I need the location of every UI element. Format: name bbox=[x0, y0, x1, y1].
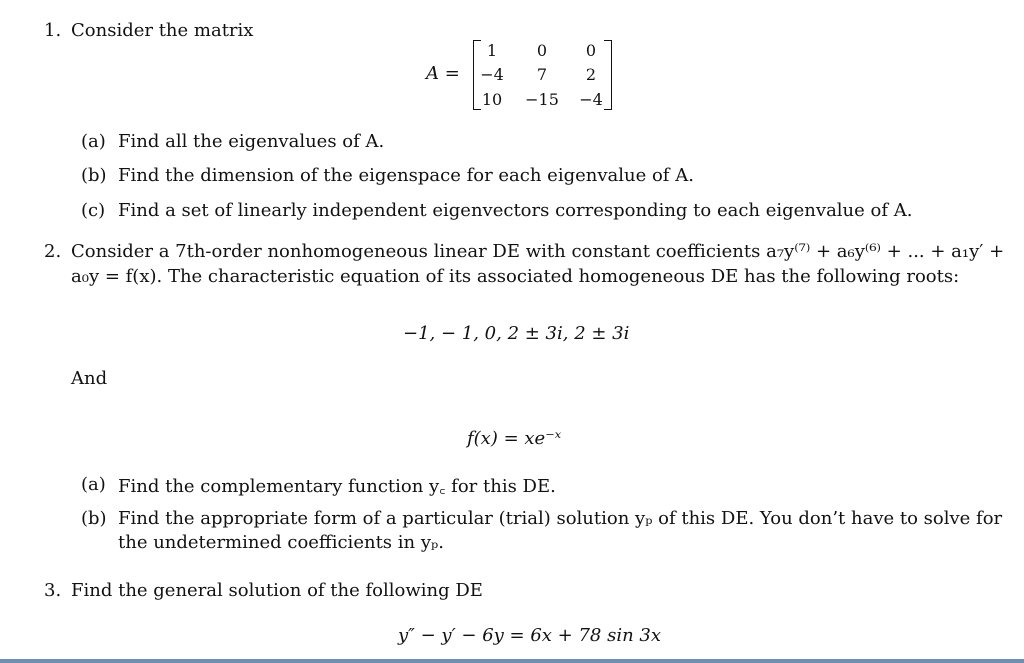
part-text: Find the dimension of the eigenspace for each eigenvalue of A. bbox=[118, 165, 694, 186]
matrix-cell: −4 bbox=[579, 90, 603, 109]
problem-2-line2: a₀y = f(x). The characteristic equation of its associated homogeneous DE has the following roots: bbox=[71, 266, 960, 287]
matrix-cell: 1 bbox=[486, 41, 498, 60]
differential-equation: y″ − y′ − 6y = 6x + 78 sin 3x bbox=[398, 625, 662, 646]
matrix-cell: −15 bbox=[525, 90, 559, 109]
part-text: Find the appropriate form of a particular (trial) solution yₚ of this DE. You don’t have to solve for bbox=[118, 508, 1003, 529]
part-label: (a) bbox=[81, 131, 106, 152]
part-label: (a) bbox=[81, 474, 106, 495]
matrix-label: A = bbox=[426, 63, 460, 84]
part-text-continued: the undetermined coefficients in yₚ. bbox=[118, 532, 444, 553]
characteristic-roots: −1, − 1, 0, 2 ± 3i, 2 ± 3i bbox=[403, 323, 630, 344]
and-text: And bbox=[71, 368, 108, 389]
problem-3-intro: Find the general solution of the following DE bbox=[71, 580, 483, 601]
problem-3-number: 3. bbox=[44, 580, 62, 601]
matrix-cell: 0 bbox=[585, 41, 597, 60]
matrix-cell: −4 bbox=[480, 65, 504, 84]
matrix-cell: 0 bbox=[536, 41, 548, 60]
part-label: (b) bbox=[81, 165, 107, 186]
matrix-cell: 2 bbox=[585, 65, 597, 84]
part-text: Find a set of linearly independent eigenvectors corresponding to each eigenvalue of A. bbox=[118, 200, 913, 221]
problem-2-line1: Consider a 7th-order nonhomogeneous linear DE with constant coefficients a₇y⁽⁷⁾ + a₆y⁽⁶⁾ + ... + a₁y′ + bbox=[71, 241, 1005, 262]
matrix-cell: 7 bbox=[536, 65, 548, 84]
part-text: Find the complementary function y꜀ for this DE. bbox=[118, 476, 556, 497]
problem-1-number: 1. bbox=[44, 20, 62, 41]
problem-1-intro: Consider the matrix bbox=[71, 20, 254, 41]
part-label: (c) bbox=[81, 200, 106, 221]
problem-2-number: 2. bbox=[44, 241, 62, 262]
forcing-function: f(x) = xe⁻ˣ bbox=[467, 428, 562, 449]
bottom-border bbox=[0, 659, 1024, 663]
part-label: (b) bbox=[81, 508, 107, 529]
part-text: Find all the eigenvalues of A. bbox=[118, 131, 385, 152]
matrix-cell: 10 bbox=[481, 90, 503, 109]
